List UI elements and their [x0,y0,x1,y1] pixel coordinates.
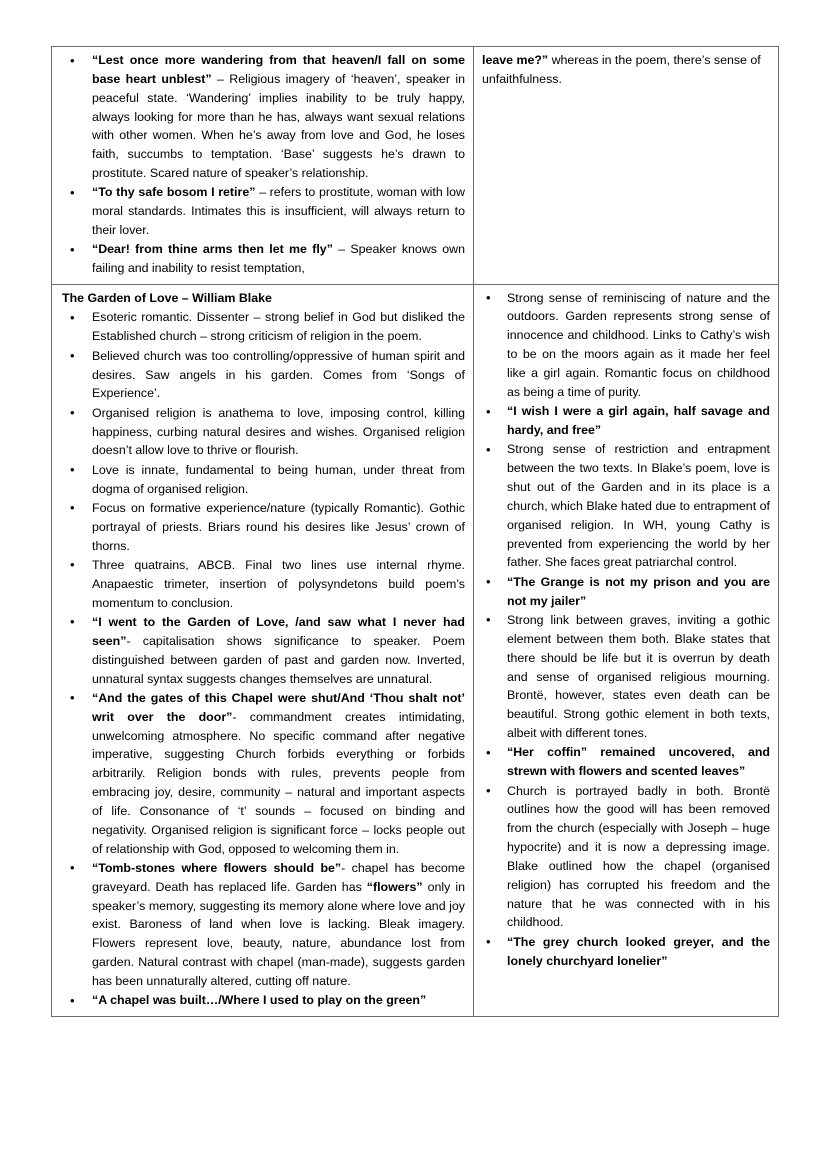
quotation: “A chapel was built…/Where I used to play on the green” [92,993,427,1008]
commentary: Focus on formative experience/nature (typically Romantic). Gothic portrayal of priests. Briars round his desires like Jesus’ crown of thorns. [92,500,465,553]
list-item [60,689,465,859]
list-item [482,289,770,402]
quotation: “I went to the Garden of Love, /and saw what I never had seen” [92,614,465,648]
table-row [52,284,779,1016]
commentary: - commandment creates intimidating, unwelcoming atmosphere. No specific command after negative imperative, suggesting Church forbids everything or forbids arbitrarily. Religion bonds with rules, prevents people from embracing joy, desire, community – natural and important aspects of life. Consonance of ‘t’ sounds – focused on binding and negativity. Organised religion is significant force – locks people out of relationship with God, opposed to welcoming them in. [92,709,465,856]
quotation: leave me?” [482,53,549,67]
list-item [60,51,465,183]
quotation: “And the gates of this Chapel were shut/And ‘Thou shalt not’ writ over the door” [92,690,465,724]
list-item [60,499,465,556]
list-item [60,240,465,278]
list-item [60,461,465,499]
list-item [482,573,770,611]
commentary: Believed church was too controlling/oppressive of human spirit and desires. Saw angels in his garden. Comes from ‘Songs of Experience’. [92,348,465,401]
commentary: Organised religion is anathema to love, imposing control, killing happiness, curbing natural desires and wishes. Organised religion doesn’t allow love to thrive or flourish. [92,405,465,458]
quotation: “Lest once more wandering from that heaven/I fall on some base heart unblest” [92,53,465,86]
list-item [482,743,770,781]
list-item [60,556,465,613]
list-item [482,933,770,971]
quotation: “The grey church looked greyer, and the lonely churchyard lonelier” [507,934,770,968]
row2-left-bullet-list [60,308,465,1010]
row2-right-cell [474,284,779,1016]
quotation: “I wish I were a girl again, half savage and hardy, and free” [507,404,770,438]
notes-table [51,46,779,1017]
list-item [482,611,770,743]
commentary: whereas in the poem, there’s sense of unfaithfulness. [482,53,761,86]
row1-left-cell [52,47,474,285]
list-item [60,183,465,240]
quotation: “The Grange is not my prison and you are not my jailer” [507,574,770,608]
row2-left-cell [52,284,474,1016]
list-item [60,859,465,991]
commentary: - capitalisation shows significance to speaker. Poem distinguished between garden of past and garden now. Inverted, unnatural syntax suggests changes themselves are unnatural. [92,633,465,686]
list-item [60,347,465,404]
quotation: “To thy safe bosom I retire” [92,185,256,200]
row2-right-bullet-list [482,289,770,971]
commentary: Church is portrayed badly in both. Brontë outlines how the good will has been removed from the church (especially with Joseph – huge hypocrite) and it is now a depressing image. Blake outlined how the chapel (organised religion) has corrupted his freedom and the nature that he was connected with in his childhood. [507,783,770,930]
commentary: – Religious imagery of ‘heaven’, speaker in peaceful state. ‘Wandering’ implies inability to be truly happy, always looking for more than he has, always want sexual relations with other women. When he’s away from love and God, he loses faith, succumbs to temptation. ‘Base’ suggests he’s drawn to prostitute. Scared nature of speaker’s relationship. [92,71,465,181]
list-item [60,613,465,688]
commentary: Love is innate, fundamental to being human, under threat from dogma of organised religion. [92,462,465,496]
table-row [52,47,779,285]
list-item [60,404,465,461]
row1-right-cell [474,47,779,285]
commentary: – Speaker knows own failing and inability to resist temptation, [92,242,465,276]
section-heading: The Garden of Love – William Blake [62,290,272,305]
commentary: Esoteric romantic. Dissenter – strong belief in God but disliked the Established church – strong criticism of religion in the poem. [92,310,465,344]
quotation: “Dear! from thine arms then let me fly” [92,242,333,257]
list-item [482,402,770,440]
commentary: – refers to prostitute, woman with low moral standards. Intimates this is insufficient, will always return to their lover. [92,185,465,238]
list-item [482,782,770,933]
commentary: Three quatrains, ABCB. Final two lines use internal rhyme. Anapaestic trimeter, insertion of polysyndetons build poem’s momentum to conclusion. [92,557,465,610]
row1-left-bullet-list [60,51,465,278]
quotation: “Tomb-stones where flowers should be” [92,860,342,875]
commentary: Strong link between graves, inviting a gothic element between them both. Blake states that there should be life but it is overrun by death and sense of organised religious mourning. Brontë, however, states even death can be beautiful. Strong gothic element in both texts, albeit with different tones. [507,612,770,741]
quotation: “Her coffin” remained uncovered, and strewn with flowers and scented leaves” [507,745,770,779]
list-item [60,991,465,1010]
row1-right-continuation [482,51,770,89]
commentary: Strong sense of restriction and entrapment between the two texts. In Blake’s poem, love is shut out of the Garden and in its place is a church, which Blake hated due to entrapment of organised religion. In WH, young Cathy is prevented from experiencing the world by her father. She faces great patriarchal control. [507,442,770,570]
commentary: Strong sense of reminiscing of nature and the outdoors. Garden represents strong sense of innocence and childhood. Links to Cathy’s wish to be on the moors again as it made her feel like a girl again. Romantic focus on childhood as being a time of purity. [507,290,770,399]
list-item [60,308,465,346]
list-item [482,440,770,572]
commentary: - chapel has become graveyard. Death has replaced life. Garden has “flowers” only in speaker’s memory, suggesting its memory alone where love and joy exist. Baroness of land when love is lacking. Bleak imagery. Flowers represent love, beauty, nature, abundance lost from garden. Natural contrast with chapel (man-made), suggests garden has been unnaturally altered, cutting off nature. [92,860,465,988]
